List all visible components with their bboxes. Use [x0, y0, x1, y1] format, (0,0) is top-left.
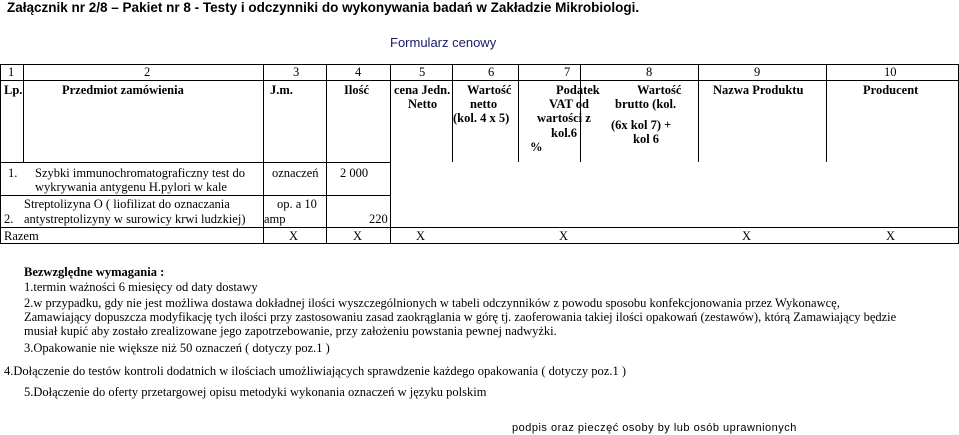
row1-qty: 2 000	[340, 166, 369, 180]
header-vat: VAT od	[549, 97, 589, 111]
requirement-item: 5.Dołączenie do oferty przetargowej opisu metodyki wykonania oznaczeń w języku polskim	[24, 385, 487, 399]
total-mark: X	[886, 229, 896, 243]
header-gross-value: kol 6	[633, 132, 660, 146]
signature-caption: podpis oraz pieczęć osoby by lub osób uprawnionych	[512, 422, 797, 434]
column-number: 1	[8, 65, 15, 79]
document-title: Załącznik nr 2/8 – Pakiet nr 8 - Testy i odczynniki do wykonywania badań w Zakładzie Mikrobiologi.	[7, 0, 640, 15]
column-number: 2	[144, 65, 151, 79]
column-number: 6	[488, 65, 495, 79]
requirement-item: 1.termin ważności 6 miesięcy od daty dostawy	[24, 280, 258, 294]
row1-item: wykrywania antygenu H.pylori w kale	[35, 180, 227, 194]
row2-lp: 2.	[4, 212, 14, 226]
requirement-item: 4.Dołączenie do testów kontroli dodatnich w ilościach umożliwiających sprawdzenie każdego opakowania ( dotyczy poz.1 )	[4, 364, 627, 378]
column-number: 3	[293, 65, 300, 79]
total-label: Razem	[4, 229, 39, 243]
header-vat: wartości z	[537, 111, 591, 125]
column-number: 10	[884, 65, 897, 79]
total-mark: X	[353, 229, 363, 243]
header-unit: J.m.	[270, 83, 293, 97]
header-net-value: (kol. 4 x 5)	[453, 111, 510, 125]
header-vat: %	[530, 140, 543, 154]
column-number: 8	[646, 65, 653, 79]
header-gross-value: brutto (kol.	[615, 97, 677, 111]
header-producer: Producent	[863, 83, 919, 97]
header-qty: Ilość	[344, 83, 369, 97]
header-product-name: Nazwa Produktu	[713, 83, 804, 97]
header-price: cena Jedn.	[394, 83, 451, 97]
requirement-item: 3.Opakowanie nie większe niż 50 oznaczeń ( dotyczy poz.1 )	[24, 341, 330, 355]
header-vat: kol.6	[551, 126, 578, 140]
header-gross-value: Wartość	[637, 83, 682, 97]
header-item: Przedmiot zamówienia	[62, 83, 184, 97]
row2-qty: 220	[369, 212, 388, 226]
header-vat: Podatek	[556, 83, 600, 97]
row1-item: Szybki immunochromatograficzny test do	[35, 166, 246, 180]
header-price: Netto	[408, 97, 438, 111]
requirement-item: Zamawiający dopuszcza modyfikację tych ilości przy zastosowaniu zasad zaokrąglania w górę tj. zaoferowania takiej ilości opakowań (zestawów), którą Zamawiający będzie	[24, 310, 897, 324]
row2-unit: op. a 10	[277, 197, 317, 211]
row1-lp: 1.	[8, 166, 18, 180]
header-net-value: Wartość	[467, 83, 512, 97]
form-subtitle: Formularz cenowy	[390, 35, 497, 50]
row2-item: Streptolizyna O ( liofilizat do oznaczania	[24, 197, 230, 211]
requirements-heading: Bezwzględne wymagania :	[24, 265, 165, 279]
column-number: 9	[754, 65, 761, 79]
header-gross-value: (6x kol 7) +	[611, 118, 672, 132]
header-net-value: netto	[470, 97, 498, 111]
column-number: 4	[355, 65, 362, 79]
row2-item: antystreptolizyny w surowicy krwi ludzkiej)	[24, 212, 246, 226]
column-number: 7	[564, 65, 571, 79]
requirement-item: 2.w przypadku, gdy nie jest możliwa dostawa dokładnej ilości wyszczególnionych w tabeli odczynników z powodu sposobu konfekcjonowania przez Wykonawcę,	[24, 296, 840, 310]
total-mark: X	[559, 229, 569, 243]
column-number: 5	[419, 65, 426, 79]
requirement-item: musiał kupić aby zostało zrealizowane jego zapotrzebowanie, przy założeniu powstania pewnej nadwyżki.	[24, 324, 557, 338]
row1-unit: oznaczeń	[272, 166, 319, 180]
total-mark: X	[416, 229, 426, 243]
total-mark: X	[289, 229, 299, 243]
header-lp: Lp.	[4, 83, 23, 97]
row2-unit: amp	[264, 212, 286, 226]
total-mark: X	[742, 229, 752, 243]
